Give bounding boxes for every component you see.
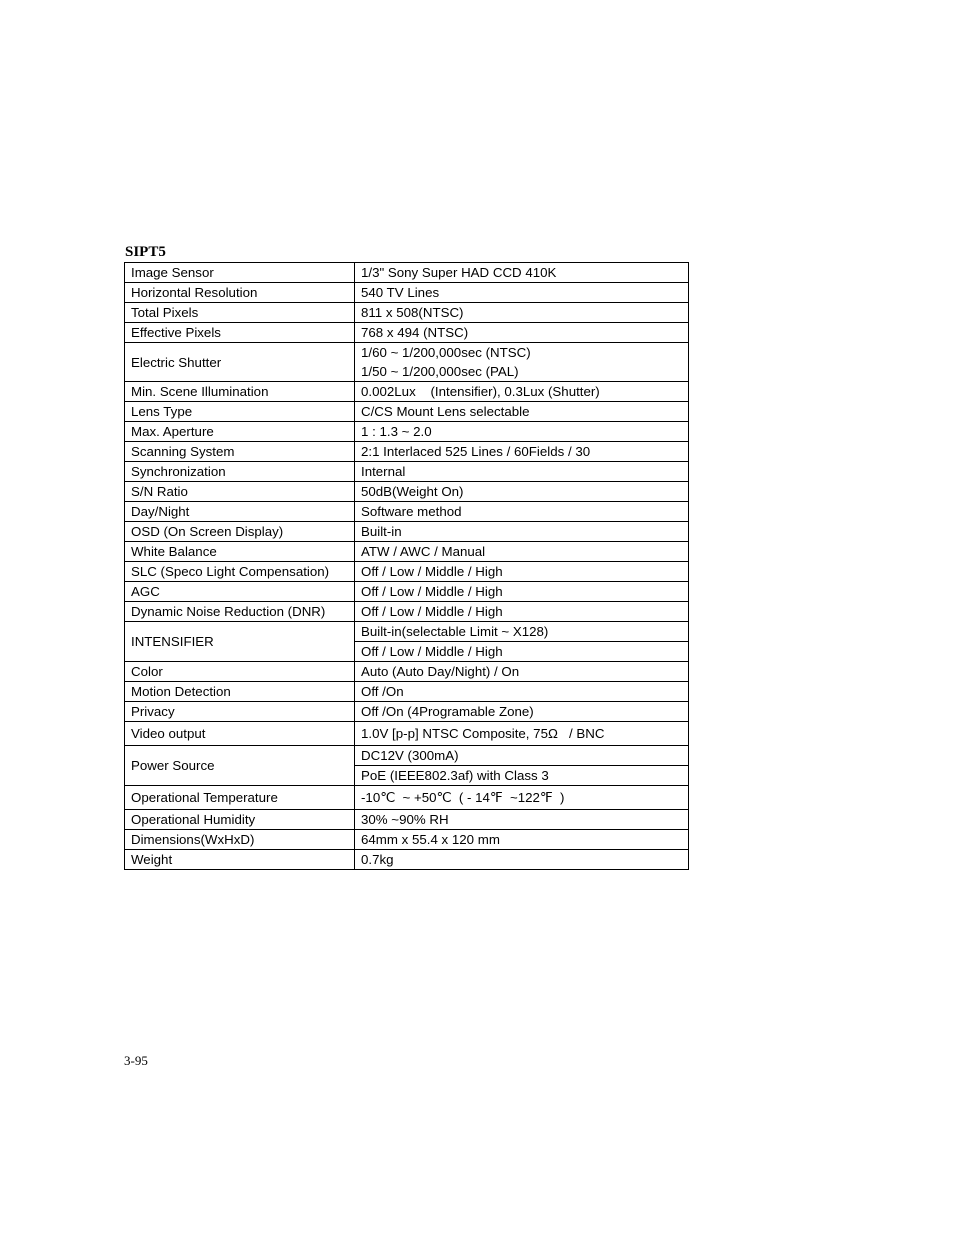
table-row bbox=[125, 562, 689, 582]
table-row bbox=[125, 323, 689, 343]
spec-label: Power Source bbox=[125, 746, 355, 786]
spec-label: Total Pixels bbox=[125, 303, 355, 323]
spec-label: INTENSIFIER bbox=[125, 622, 355, 662]
table-row bbox=[125, 402, 689, 422]
table-row bbox=[125, 422, 689, 442]
table-row bbox=[125, 283, 689, 303]
spec-value: 1 : 1.3 ~ 2.0 bbox=[355, 422, 689, 442]
spec-label: Dynamic Noise Reduction (DNR) bbox=[125, 602, 355, 622]
spec-value: Off /On (4Programable Zone) bbox=[355, 702, 689, 722]
spec-value: Off / Low / Middle / High bbox=[355, 582, 689, 602]
spec-label: S/N Ratio bbox=[125, 482, 355, 502]
spec-value: 540 TV Lines bbox=[355, 283, 689, 303]
spec-value: C/CS Mount Lens selectable bbox=[355, 402, 689, 422]
table-row bbox=[125, 442, 689, 462]
spec-value: Internal bbox=[355, 462, 689, 482]
spec-label: White Balance bbox=[125, 542, 355, 562]
table-row bbox=[125, 830, 689, 850]
spec-label: Synchronization bbox=[125, 462, 355, 482]
spec-label: Electric Shutter bbox=[125, 343, 355, 382]
spec-label: Effective Pixels bbox=[125, 323, 355, 343]
page-number: 3-95 bbox=[124, 1053, 148, 1068]
spec-label: SLC (Speco Light Compensation) bbox=[125, 562, 355, 582]
table-row bbox=[125, 343, 689, 363]
spec-value: Off / Low / Middle / High bbox=[355, 562, 689, 582]
spec-value: 1/3" Sony Super HAD CCD 410K bbox=[355, 263, 689, 283]
table-row bbox=[125, 382, 689, 402]
spec-label: Image Sensor bbox=[125, 263, 355, 283]
spec-value: 0.002Lux (Intensifier), 0.3Lux (Shutter) bbox=[355, 382, 689, 402]
table-row bbox=[125, 622, 689, 642]
table-row bbox=[125, 263, 689, 283]
spec-value: DC12V (300mA) bbox=[355, 746, 689, 766]
spec-label: Video output bbox=[125, 722, 355, 746]
spec-label: Weight bbox=[125, 850, 355, 870]
spec-label: AGC bbox=[125, 582, 355, 602]
table-row bbox=[125, 722, 689, 746]
table-row bbox=[125, 746, 689, 766]
spec-value: 1/60 ~ 1/200,000sec (NTSC) bbox=[355, 343, 689, 363]
spec-value: Software method bbox=[355, 502, 689, 522]
table-row bbox=[125, 482, 689, 502]
spec-value: Built-in bbox=[355, 522, 689, 542]
spec-label: Min. Scene Illumination bbox=[125, 382, 355, 402]
spec-value: 2:1 Interlaced 525 Lines / 60Fields / 30 bbox=[355, 442, 689, 462]
spec-value: 1/50 ~ 1/200,000sec (PAL) bbox=[355, 362, 689, 382]
table-row bbox=[125, 303, 689, 323]
spec-label: OSD (On Screen Display) bbox=[125, 522, 355, 542]
table-row bbox=[125, 522, 689, 542]
spec-value: Built-in(selectable Limit ~ X128) bbox=[355, 622, 689, 642]
table-row bbox=[125, 542, 689, 562]
spec-label: Scanning System bbox=[125, 442, 355, 462]
table-row bbox=[125, 582, 689, 602]
spec-label: Operational Temperature bbox=[125, 786, 355, 810]
spec-value: Auto (Auto Day/Night) / On bbox=[355, 662, 689, 682]
spec-value: -10℃ ~ +50℃ ( - 14℉ ~122℉ ) bbox=[355, 786, 689, 810]
table-row bbox=[125, 682, 689, 702]
spec-table bbox=[124, 262, 689, 870]
spec-label: Dimensions(WxHxD) bbox=[125, 830, 355, 850]
spec-value: 0.7kg bbox=[355, 850, 689, 870]
spec-value: 64mm x 55.4 x 120 mm bbox=[355, 830, 689, 850]
table-row bbox=[125, 502, 689, 522]
table-row bbox=[125, 702, 689, 722]
spec-label: Horizontal Resolution bbox=[125, 283, 355, 303]
table-row bbox=[125, 602, 689, 622]
spec-label: Lens Type bbox=[125, 402, 355, 422]
spec-value: Off /On bbox=[355, 682, 689, 702]
spec-label: Operational Humidity bbox=[125, 810, 355, 830]
section-title: SIPT5 bbox=[125, 244, 166, 260]
table-row bbox=[125, 810, 689, 830]
spec-value: 768 x 494 (NTSC) bbox=[355, 323, 689, 343]
spec-value: 811 x 508(NTSC) bbox=[355, 303, 689, 323]
table-row bbox=[125, 462, 689, 482]
spec-label: Color bbox=[125, 662, 355, 682]
table-row bbox=[125, 850, 689, 870]
spec-value: 1.0V [p-p] NTSC Composite, 75Ω / BNC bbox=[355, 722, 689, 746]
spec-label: Privacy bbox=[125, 702, 355, 722]
spec-label: Motion Detection bbox=[125, 682, 355, 702]
spec-value: Off / Low / Middle / High bbox=[355, 602, 689, 622]
table-row bbox=[125, 662, 689, 682]
spec-value: 50dB(Weight On) bbox=[355, 482, 689, 502]
spec-value: Off / Low / Middle / High bbox=[355, 642, 689, 662]
spec-value: PoE (IEEE802.3af) with Class 3 bbox=[355, 766, 689, 786]
spec-label: Max. Aperture bbox=[125, 422, 355, 442]
spec-value: 30% ~90% RH bbox=[355, 810, 689, 830]
spec-value: ATW / AWC / Manual bbox=[355, 542, 689, 562]
spec-label: Day/Night bbox=[125, 502, 355, 522]
table-row bbox=[125, 786, 689, 810]
